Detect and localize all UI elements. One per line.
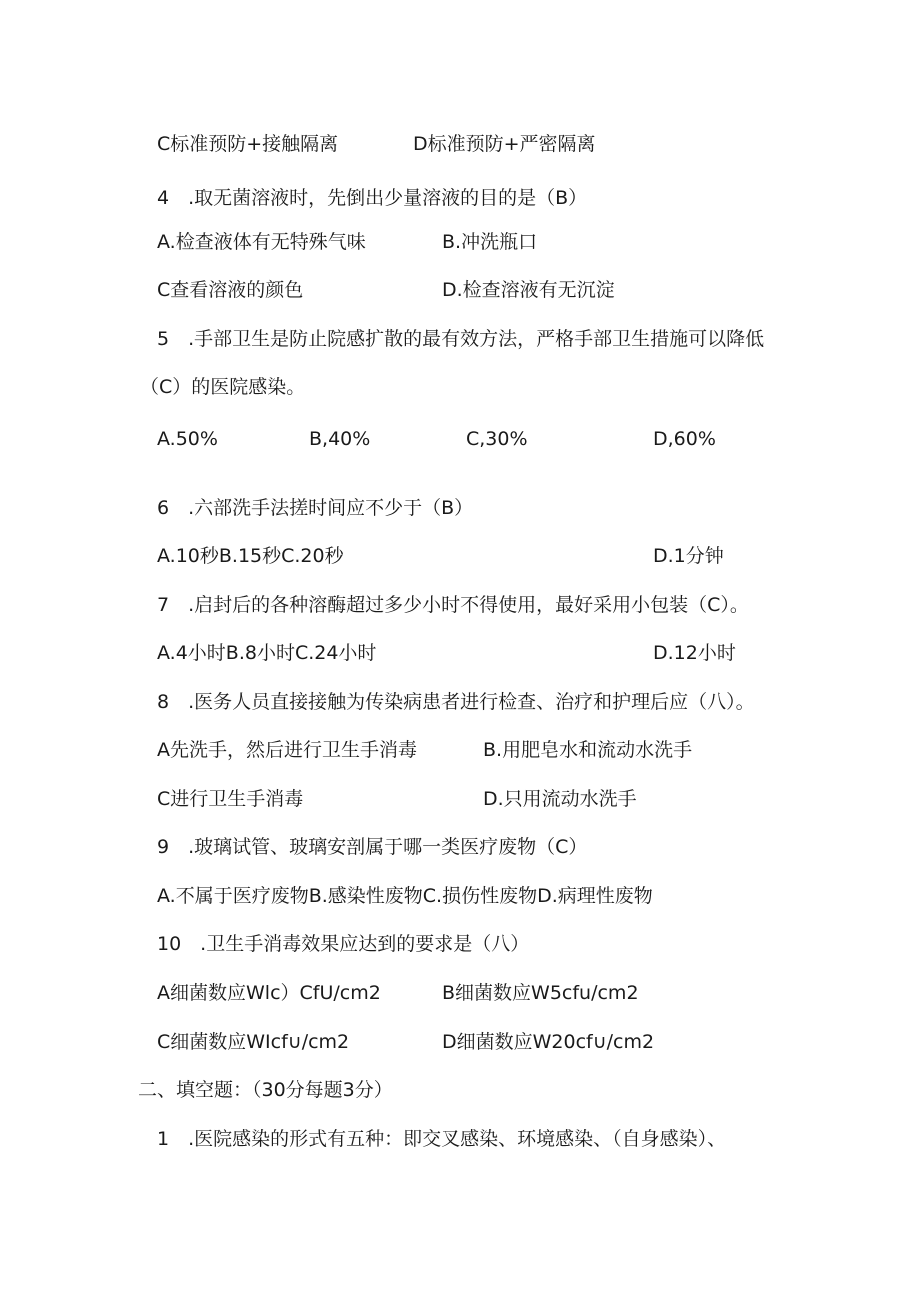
option-a-q4: A.检查液体有无特殊气味: [157, 231, 366, 253]
option-d-q3: D标准预防+严密隔离: [413, 133, 596, 155]
option-d-q8: D.只用流动水洗手: [483, 788, 637, 810]
option-b-q10: B细菌数应W5cfu∕cm2: [442, 982, 639, 1004]
option-d-q10: D细菌数应W20cf∪∕cm2: [442, 1031, 655, 1053]
option-b-q8: B.用肥皂水和流动水洗手: [483, 739, 693, 761]
option-b-q5: B,40%: [309, 428, 371, 450]
option-a-q5: A.50%: [157, 428, 218, 450]
question-5: 5 .手部卫生是防止院感扩散的最有效方法，严格手部卫生措施可以降低: [157, 328, 765, 350]
section-heading-fill-in: 二、填空题：（30分每题3分）: [138, 1079, 393, 1101]
option-d-q5: D,60%: [653, 428, 716, 450]
question-6: 6 .六部洗手法搓时间应不少于（B）: [157, 497, 474, 519]
fill-in-question-1: 1 .医院感染的形式有五种：即交叉感染、环境感染、（自身感染）、: [157, 1128, 727, 1150]
question-7: 7 .启封后的各种溶酶超过多少小时不得使用，最好采用小包装（C）。: [157, 594, 749, 616]
option-c-q8: C进行卫生手消毒: [157, 788, 304, 810]
options-abc-q7: A.4小时B.8小时C.24小时: [157, 642, 377, 664]
option-d-q7: D.12小时: [653, 642, 736, 664]
question-5-continued: （C）的医院感染。: [140, 376, 306, 398]
option-d-q4: D.检查溶液有无沉淀: [442, 279, 615, 301]
option-c-q5: C,30%: [466, 428, 528, 450]
question-4: 4 .取无菌溶液时，先倒出少量溶液的目的是（B）: [157, 187, 588, 209]
option-a-q8: A先洗手，然后进行卫生手消毒: [157, 739, 417, 761]
option-d-q6: D.1分钟: [653, 545, 724, 567]
option-c-q10: C细菌数应WIcf∪∕cm2: [157, 1031, 350, 1053]
option-c-q3: C标准预防+接触隔离: [157, 133, 339, 155]
option-c-q4: C查看溶液的颜色: [157, 279, 304, 301]
question-8: 8 .医务人员直接接触为传染病患者进行检查、治疗和护理后应（八）。: [157, 691, 755, 713]
option-a-q10: A细菌数应Wlc）CfU/cm2: [157, 982, 381, 1004]
question-10: 10 .卫生手消毒效果应达到的要求是（八）: [157, 933, 530, 955]
option-b-q4: B.冲洗瓶口: [442, 231, 538, 253]
options-abc-q6: A.10秒B.15秒C.20秒: [157, 545, 344, 567]
question-9: 9 .玻璃试管、玻璃安剖属于哪一类医疗废物（C）: [157, 836, 588, 858]
options-q9: A.不属于医疗废物B.感染性废物C.损伤性废物D.病理性废物: [157, 885, 653, 907]
